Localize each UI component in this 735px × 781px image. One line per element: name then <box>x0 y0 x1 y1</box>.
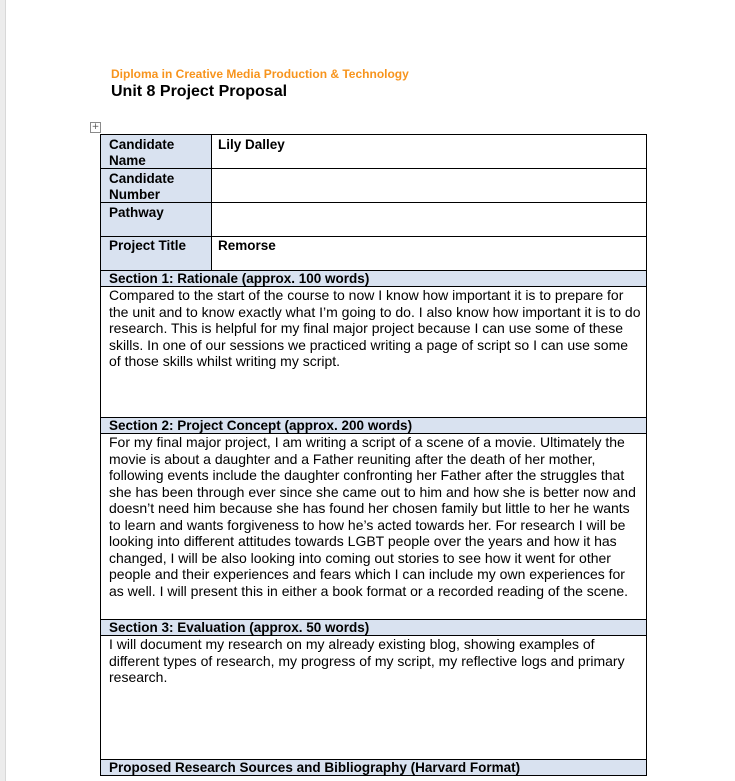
project-title-value[interactable]: Remorse <box>218 238 276 253</box>
evaluation-text[interactable]: I will document my research on my already existing blog, showing examples of different types of research, my progress of my script, my reflective logs and primary research. <box>101 636 646 760</box>
project-title-row <box>101 237 646 271</box>
course-subtitle: Diploma in Creative Media Production & Technology <box>111 67 409 81</box>
candidate-name-row <box>101 135 646 169</box>
table-move-handle-icon[interactable]: + <box>91 122 100 132</box>
pathway-label: Pathway <box>101 203 212 236</box>
concept-text[interactable]: For my final major project, I am writing a script of a scene of a movie. Ultimately the movie is about a daughter and a Father reuniting after the death of her mother, following events include the daughter confronting her Father after the struggles that she has been through ever since she came out to him and how she is better now and doesn’t need him because she has found her chosen family but little to her he wants to learn and wants forgiveness to how he’s acted towards her. For research I will be looking into different attitudes towards LGBT people over the years and how it has changed, I will be also looking into coming out stories to see how it went for other people and their experiences and fears which I can include my own experiences for as well. I will present this in either a book format or a recorded reading of the scene. <box>101 434 646 620</box>
bibliography-heading: Proposed Research Sources and Bibliography (Harvard Format) <box>101 760 646 776</box>
pathway-value[interactable] <box>212 203 646 236</box>
candidate-name-label: Candidate Name <box>101 135 212 168</box>
document-page <box>5 0 735 781</box>
candidate-number-value[interactable] <box>212 169 646 202</box>
project-title-label: Project Title <box>101 237 212 270</box>
candidate-name-value[interactable]: Lily Dalley <box>218 137 285 152</box>
rationale-text[interactable]: Compared to the start of the course to now I know how important it is to prepare for the unit and to know exactly what I’m going to do. I also know how important it is to do research. This is helpful for my final major project because I can use some of these skills. In one of our sessions we practiced writing a page of script so I can use some of those skills whilst writing my script. <box>101 287 646 418</box>
rationale-heading: Section 1: Rationale (approx. 100 words) <box>101 271 646 287</box>
candidate-number-label: Candidate Number <box>101 169 212 202</box>
evaluation-heading: Section 3: Evaluation (approx. 50 words) <box>101 620 646 636</box>
document-title: Unit 8 Project Proposal <box>111 83 288 100</box>
concept-heading: Section 2: Project Concept (approx. 200 words) <box>101 418 646 434</box>
candidate-number-row <box>101 169 646 203</box>
proposal-table <box>100 134 647 776</box>
pathway-row <box>101 203 646 237</box>
